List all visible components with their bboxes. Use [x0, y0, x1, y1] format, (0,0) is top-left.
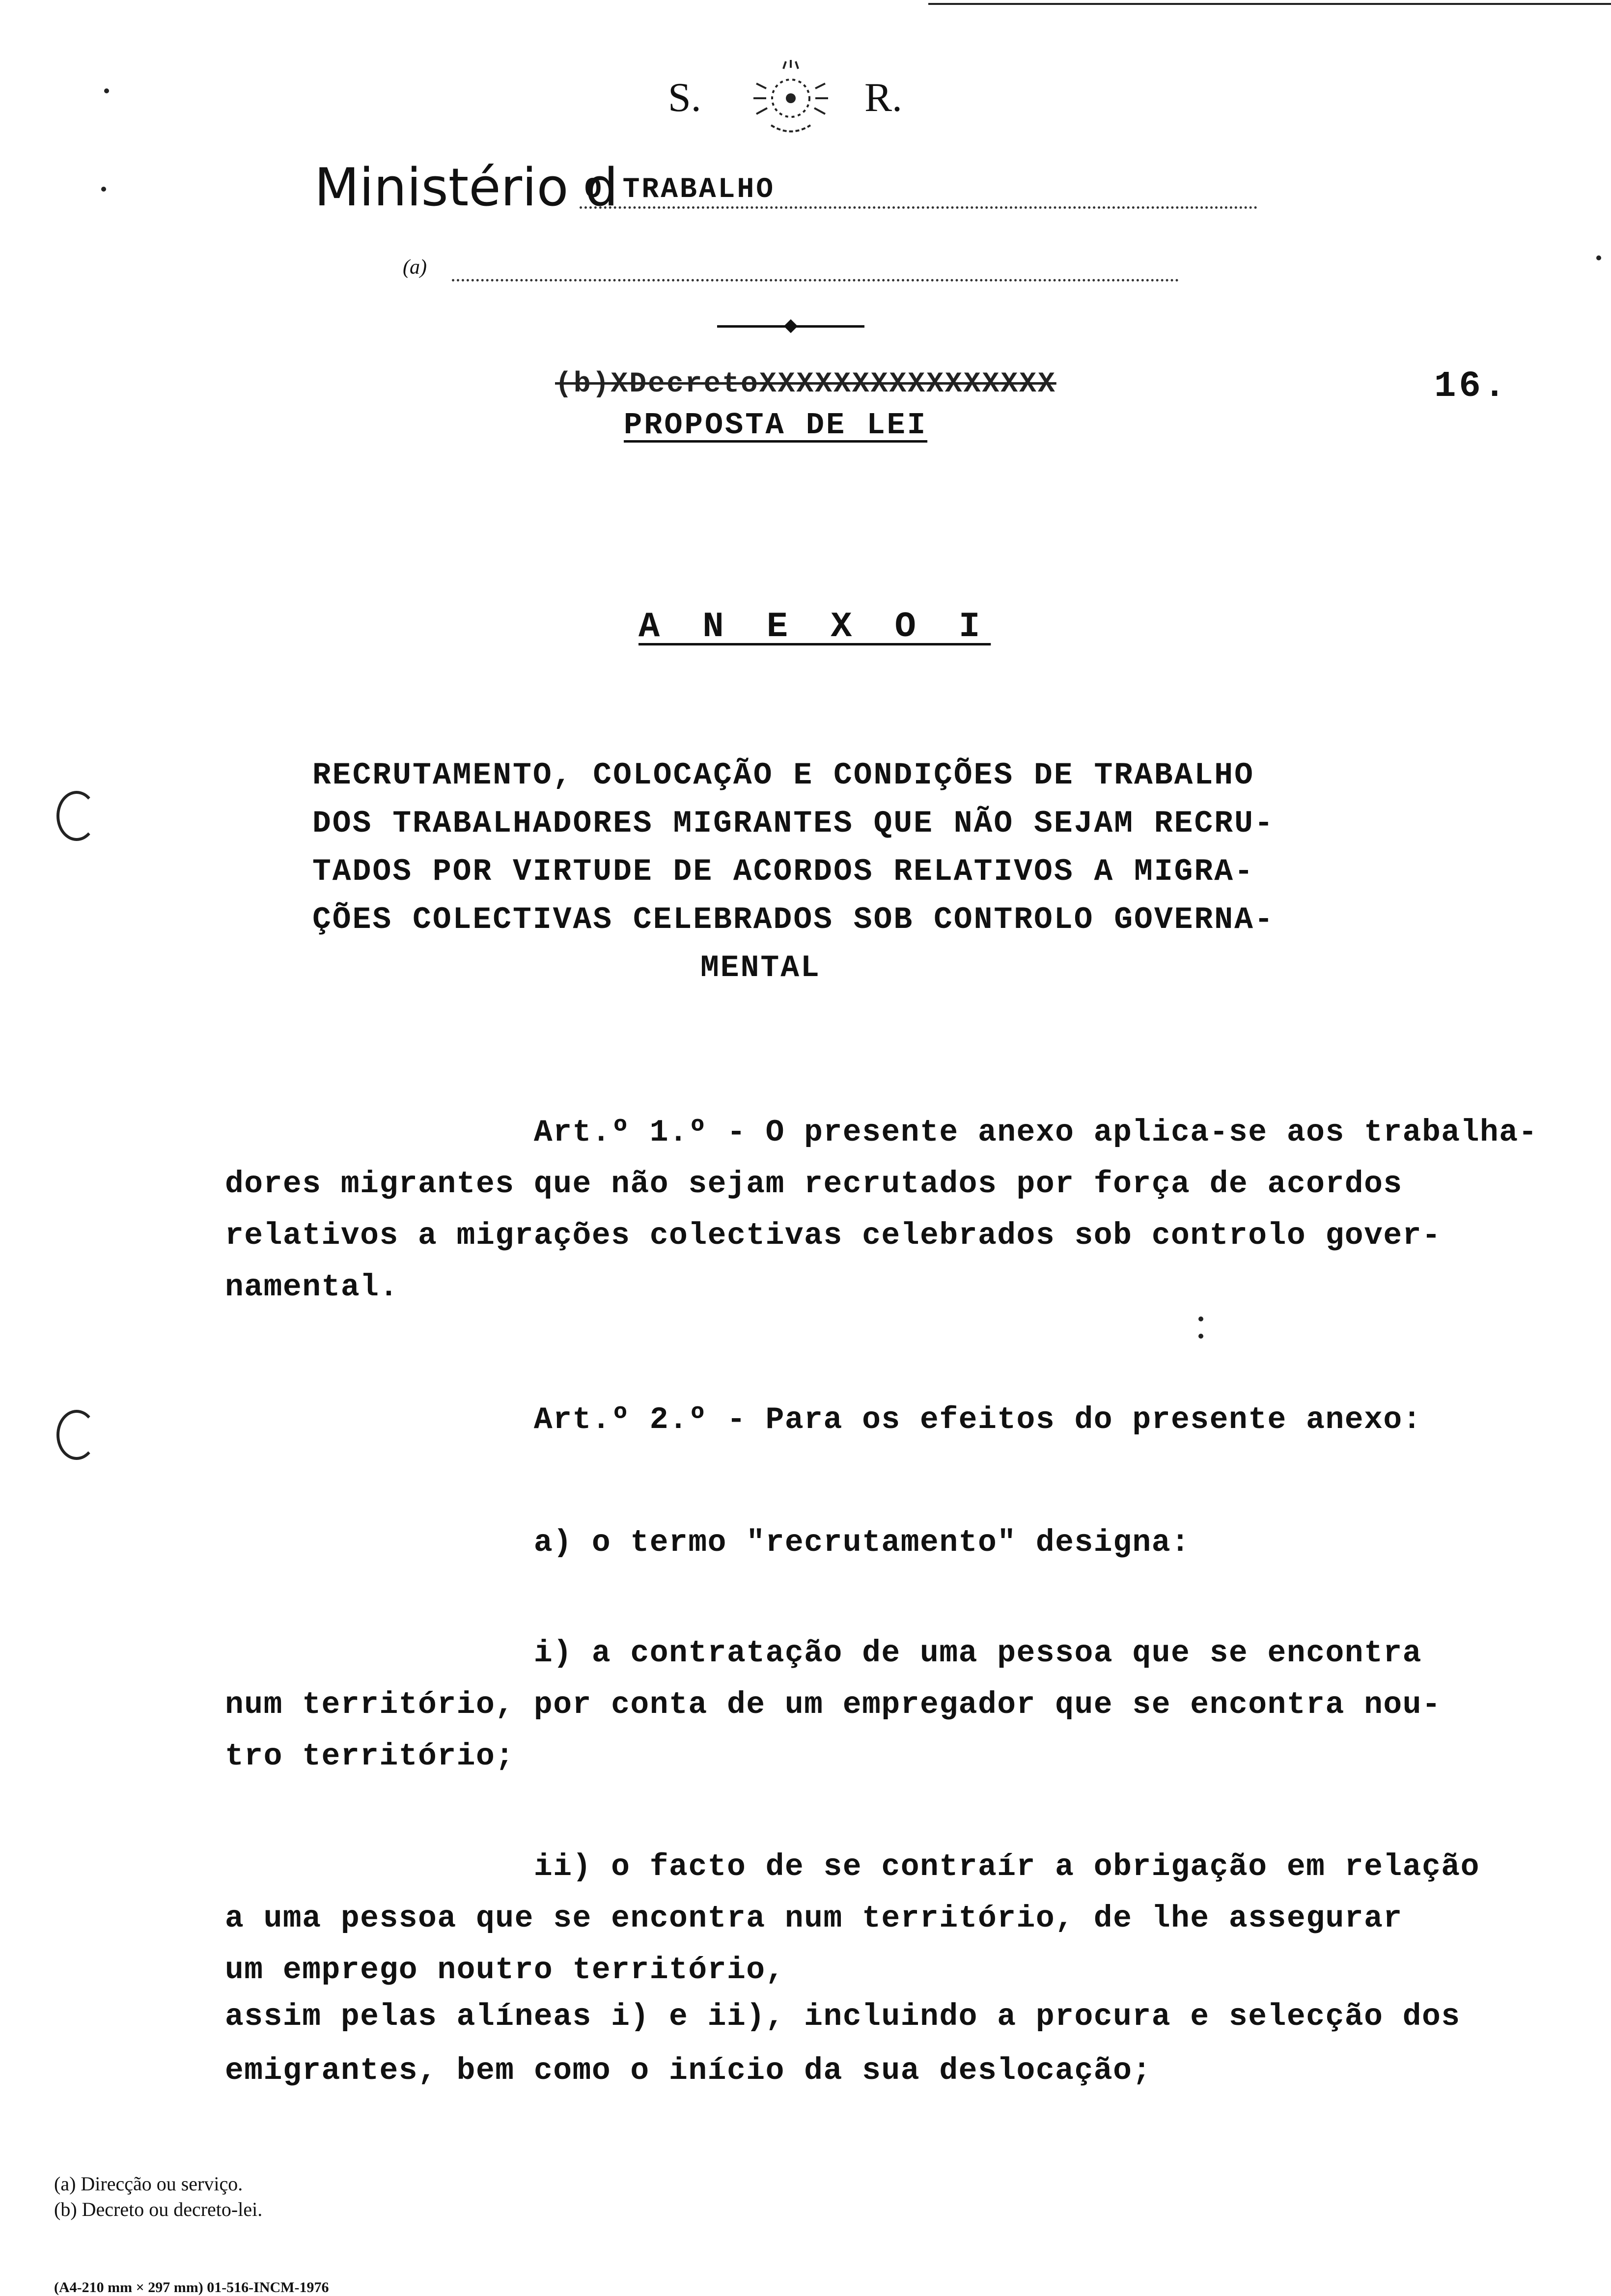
seal-row	[658, 59, 953, 138]
footnote-a: (a) Direcção ou serviço.	[54, 2173, 243, 2195]
item-i-line: i) a contratação de uma pessoa que se encontra	[225, 1636, 1422, 1671]
seal-right-letter: R.	[864, 75, 903, 120]
scan-speck	[1198, 1316, 1203, 1321]
art2-line: Art.º 2.º - Para os efeitos do presente anexo:	[225, 1402, 1422, 1437]
struck-out-decree-line: (b)XDecretoXXXXXXXXXXXXXXXX	[555, 368, 1056, 400]
form-reference: (A4-210 mm × 297 mm) 01-516-INCM-1976	[54, 2279, 329, 2296]
art1-line: namental.	[225, 1270, 399, 1305]
punch-hole-mark	[56, 791, 97, 841]
item-ii-line: um emprego noutro território,	[225, 1953, 785, 1988]
scan-speck	[1198, 1334, 1203, 1339]
punch-hole-mark	[56, 1410, 97, 1460]
ministry-dotted-line	[580, 206, 1257, 209]
page-number: 16.	[1434, 366, 1509, 407]
footnotes	[54, 2171, 262, 2222]
annex-title: A N E X O I	[639, 607, 991, 647]
ministry-name: O TRABALHO	[584, 174, 776, 206]
item-ii-line: emigrantes, bem como o início da sua deslocação;	[225, 2053, 1152, 2088]
field-a	[403, 255, 1179, 290]
item-i-line: tro território;	[225, 1739, 515, 1774]
top-rule	[928, 3, 1611, 5]
scan-speck	[104, 88, 109, 93]
scan-speck	[1596, 255, 1601, 260]
footnote-b: (b) Decreto ou decreto-lei.	[54, 2198, 263, 2220]
item-ii-line: ii) o facto de se contraír a obrigação em relação	[225, 1849, 1480, 1884]
art1-line: relativos a migrações colectivas celebrados sob controlo gover-	[225, 1218, 1442, 1253]
field-a-dotted-line	[452, 279, 1179, 281]
field-a-label: (a)	[403, 256, 427, 279]
seal-left-letter: S.	[668, 75, 701, 120]
item-ii-line: assim pelas alíneas i) e ii), incluindo a procura e selecção dos	[225, 1999, 1461, 2034]
heading-line: MENTAL	[700, 951, 821, 985]
heading-line: RECRUTAMENTO, COLOCAÇÃO E CONDIÇÕES DE TRABALHO	[312, 758, 1254, 793]
item-a-line: a) o termo "recrutamento" designa:	[225, 1525, 1191, 1560]
document-type: PROPOSTA DE LEI	[624, 408, 928, 443]
divider-ornament	[717, 321, 864, 331]
ministry-line	[314, 157, 1257, 216]
heading-line: DOS TRABALHADORES MIGRANTES QUE NÃO SEJAM RECRU-	[312, 806, 1275, 841]
art1-line: Art.º 1.º - O presente anexo aplica-se aos trabalha-	[225, 1115, 1538, 1150]
heading-line: ÇÕES COLECTIVAS CELEBRADOS SOB CONTROLO GOVERNA-	[312, 902, 1275, 937]
item-i-line: num território, por conta de um empregador que se encontra nou-	[225, 1687, 1442, 1722]
ministry-prefix: Ministério d	[314, 157, 618, 218]
heading-line: TADOS POR VIRTUDE DE ACORDOS RELATIVOS A MIGRA-	[312, 854, 1254, 889]
annex-heading	[312, 752, 1363, 992]
scan-speck	[101, 187, 106, 192]
art1-line: dores migrantes que não sejam recrutados por força de acordos	[225, 1167, 1403, 1202]
coat-of-arms-icon	[737, 59, 845, 138]
item-ii-line: a uma pessoa que se encontra num território, de lhe assegurar	[225, 1901, 1403, 1936]
